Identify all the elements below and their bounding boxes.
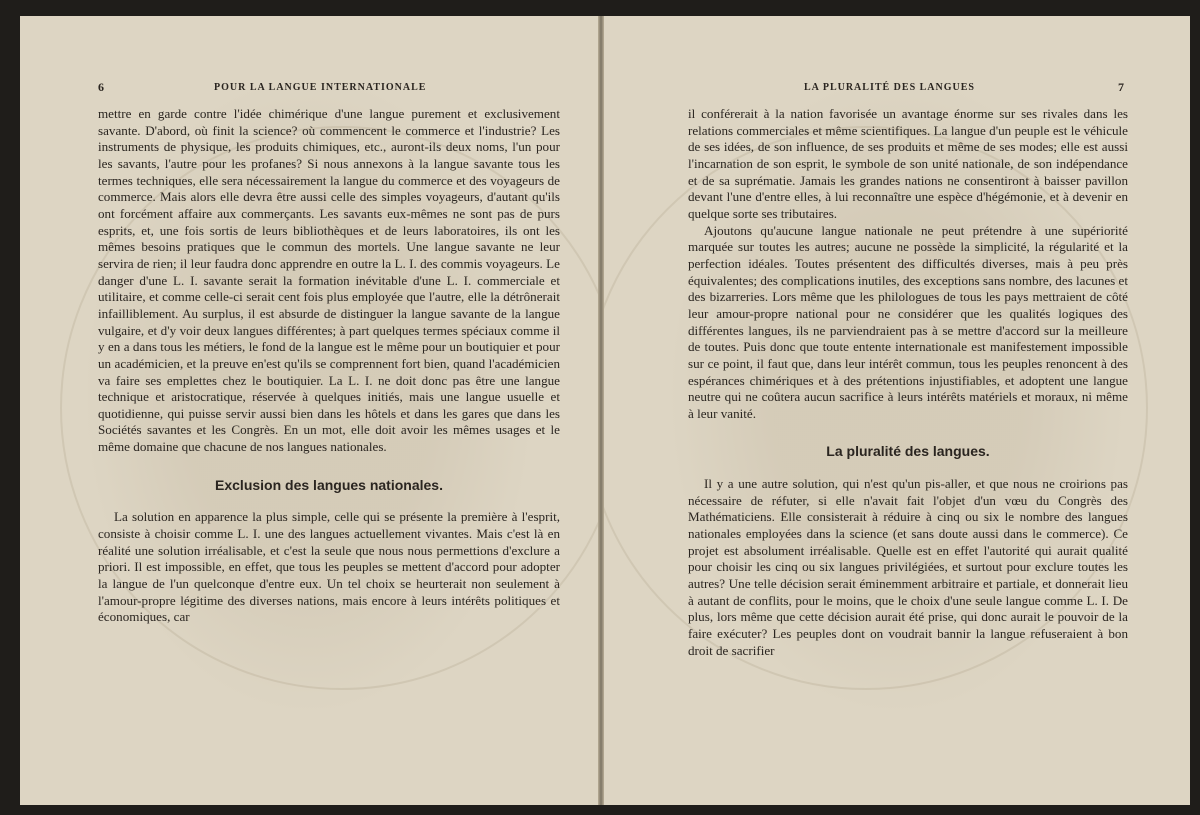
paragraph: Ajoutons qu'aucune langue nationale ne peut prétendre à une supériorité marquée sur toutes les autres; aucune ne possède la simplicité, la régularité et la perfection idéales. Toutes présentent des difficultés diverses, mais à peu près équivalentes; des complications inutiles, des exceptions sans nombre, des lacunes et des bizarreries. Lors même que les philologues de tous les pays mettraient de côté leur amour-propre national pour ne considérer que les qualités logiques des différentes langues, ils ne parviendraient pas à se mettre d'accord sur la meilleure de toutes. Puis donc que toute entente internationale est manifestement impossible sur ce point, il faut que, dans leur intérêt commun, tous les peuples renoncent à des espérances chimériques et à des prétentions injustifiables, et adoptent une langue neutre qui ne coûtera aucun sacrifice à leurs intérêts matériels et moraux, ni même à leur vanité. [688, 222, 1128, 421]
section-title: La pluralité des langues. [826, 443, 990, 460]
paragraph: Il y a une autre solution, qui n'est qu'un pis-aller, et que nous ne croirions pas nécessaire de réfuter, si elle n'avait fait l'objet d'un vœu du Congrès des Mathématiciens. Elle consisterait à réduire à cinq ou six le nombre des langues nationales employées dans la science (et sans doute aussi dans le commerce). Ce projet est absolument irréalisable. Quelle est en effet l'autorité qui aurait qualité pour choisir les cinq ou six langues privilégiées, et surtout pour exclure toutes les autres? Une telle décision serait éminemment arbitraire et partiale, et donnerait lieu à autant de conflits, pour le moins, que le choix d'une seule langue comme L. I. De plus, lors même que cette décision aurait été prise, qui donc aurait le pouvoir de la faire exécuter? Les peuples dont on voudrait bannir la langue refuseraient à bon droit de sacrifier [688, 476, 1128, 658]
right-page [604, 16, 1190, 805]
running-head: LA PLURALITÉ DES LANGUES [804, 82, 975, 93]
page-number: 7 [1118, 80, 1124, 94]
paragraph: mettre en garde contre l'idée chimérique d'une langue purement et exclusivement savante. D'abord, où finit la science? où commencent le commerce et l'industrie? Les instruments de physique, les produits chimiques, etc., auront-ils deux noms, l'un pour les savants, l'autre pour les profanes? Si nous annexons à la langue savante tous les termes techniques, elle sera nécessairement la langue du commerce et des voyageurs de commerce. Mais alors elle devra être aussi celle des simples voyageurs, d'autant qu'ils ont forcément affaire aux commerçants. Les savants eux-mêmes ne sont pas de purs esprits, et, une fois sortis de leurs bibliothèques et de leurs laboratoires, ils ont les mêmes besoins pratiques que le commun des mortels. Une langue savante ne leur servira de rien; il leur faudra donc apprendre en outre la L. I. des commis voyageurs. Le danger d'une L. I. savante serait la formation inévitable d'une L. I. commerciale et utilitaire, et comme celle-ci serait cent fois plus employée que l'autre, elle la détrônerait infailliblement. Au surplus, il est absurde de distinguer la langue savante de la langue vulgaire, et d'y voir deux langues différentes; à part quelques termes spéciaux comme il y en a dans tous les métiers, le fond de la langue est le même pour un boutiquier et pour un académicien, et la preuve en'est qu'ils se comprennent fort bien, quand l'académicien va faire ses emplettes chez le boutiquier. La L. I. ne doit donc pas être une langue technique et aristocratique, réservée à quelques initiés, mais une langue usuelle et quotidienne, qui puisse servir aussi bien dans les hôtels et dans les gares que dans les Sociétés savantes et les Congrès. En un mot, elle doit avoir les mêmes usages et le même domaine que chacune de nos langues nationales. [98, 106, 560, 455]
running-head: POUR LA LANGUE INTERNATIONALE [214, 82, 427, 93]
section-title: Exclusion des langues nationales. [215, 476, 443, 493]
left-page [20, 16, 598, 805]
book-spread [20, 16, 1190, 805]
left-body-text [98, 106, 560, 626]
page-number: 6 [98, 80, 104, 94]
paragraph: La solution en apparence la plus simple, celle qui se présente la première à l'esprit, consiste à choisir comme L. I. une des langues actuellement vivantes. Mais c'est là en réalité une solution irréalisable, et c'est la seule que nous nous permettions d'exclure a priori. Il est impossible, en effet, que tous les peuples se mettent d'accord pour adopter la langue de l'un quelconque d'entre eux. Un tel choix se heurterait non seulement à l'amour-propre légitime des diverses nations, mais encore à leurs intérêts politiques et économiques, car [98, 509, 560, 625]
paragraph: il conférerait à la nation favorisée un avantage énorme sur ses rivales dans les relations commerciales et même scientifiques. La langue d'un peuple est le véhicule de ses idées, de son influence, de ses produits et même de ses modes; elle est aussi l'incarnation de son esprit, le symbole de son unité nationale, de son indépendance et de sa suprématie. Jamais les grandes nations ne consentiront à baisser pavillon devant l'une d'entre elles, à lui reconnaître une espèce d'hégémonie, et à devenir en quelque sorte ses tributaires. [688, 106, 1128, 221]
right-body-text [688, 106, 1128, 659]
